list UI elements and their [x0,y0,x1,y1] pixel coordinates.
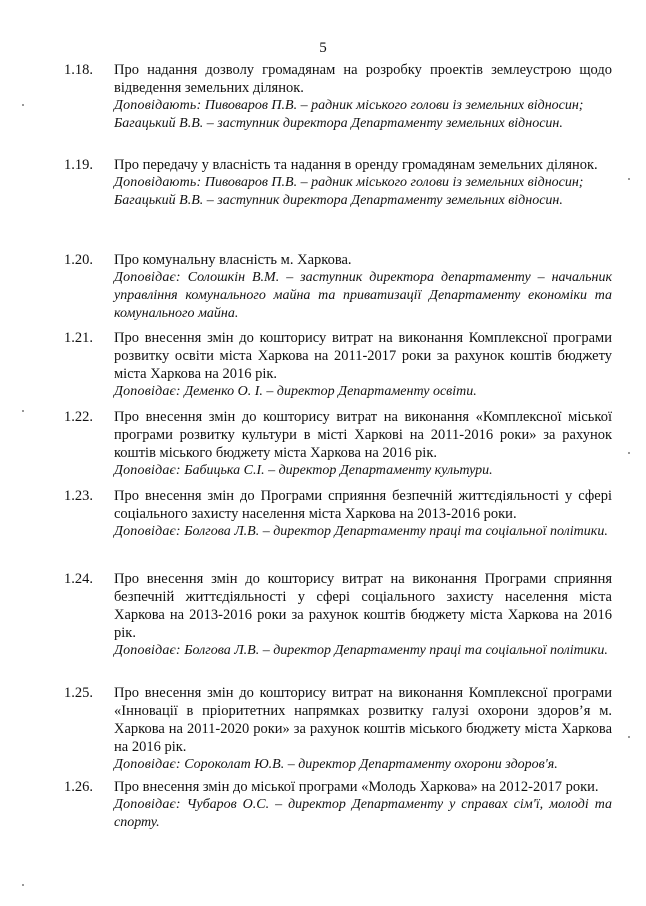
speaker-label: Доповідає: [114,797,181,812]
speaker-line [114,642,612,660]
speaker-text: Деменко О. І. – директор Департаменту освіти. [184,384,477,399]
speaker-line [114,796,612,832]
scan-speck [22,410,24,412]
item-number: 1.22. [64,409,93,425]
speaker-line [114,523,612,541]
speaker-text: Болгова Л.В. – директор Департаменту праці та соціальної політики. [184,643,608,658]
item-number: 1.25. [64,685,93,701]
item-title: Про внесення змін до кошторису витрат на виконання Програми сприяння безпечній життєдіяльності у сфері соціального захисту населення міста Харкова на 2013-2016 роки за рахунок коштів бюджету міста Харкова на 2016 рік. [114,571,612,641]
item-title: Про комунальну власність м. Харкова. [114,252,352,268]
speaker-text: Бабицька С.І. – директор Департаменту культури. [184,463,493,478]
speaker-text: Болгова Л.В. – директор Департаменту праці та соціальної політики. [184,524,608,539]
speaker-label: Доповідає: [114,463,181,478]
item-title: Про внесення змін до Програми сприяння безпечній життєдіяльності у сфері соціального захисту населення міста Харкова на 2013-2016 роки. [114,488,612,522]
speaker-text: Чубаров О.С. – директор Департаменту у справах сім'ї, молоді та спорту. [114,797,612,830]
item-number: 1.23. [64,488,93,504]
page-number: 5 [319,40,327,56]
item-number: 1.24. [64,571,93,587]
speaker-line [114,269,612,323]
speaker-line [114,97,612,115]
item-title: Про надання дозволу громадянам на розробку проектів землеустрою щодо відведення земельних ділянок. [114,62,612,96]
speaker-line [114,756,612,774]
speaker-label: Доповідає: [114,757,181,772]
speaker-label: Доповідають: [114,175,202,190]
item-number: 1.26. [64,779,93,795]
speaker-label: Доповідають: [114,98,202,113]
speaker-text: Сороколат Ю.В. – директор Департаменту охорони здоров'я. [184,757,558,772]
speaker-line [114,462,612,480]
speaker-label: Доповідає: [114,524,181,539]
scan-speck [22,104,24,106]
speaker-text: Пивоваров П.В. – радник міського голови із земельних відносин; [204,98,584,113]
item-title: Про передачу у власність та надання в оренду громадянам земельних ділянок. [114,157,598,173]
speaker-line: Багацький В.В. – заступник директора Департаменту земельних відносин. [114,116,563,131]
speaker-line [114,383,612,401]
item-title: Про внесення змін до кошторису витрат на виконання Комплексної програми розвитку освіти міста Харкова на 2011-2017 роки за рахунок коштів бюджету міста Харкова на 2016 рік. [114,330,612,382]
scan-speck [22,884,24,886]
speaker-line [114,174,612,192]
item-title: Про внесення змін до міської програми «Молодь Харкова» на 2012-2017 роки. [114,779,599,795]
scan-speck [628,178,630,180]
speaker-text: Пивоваров П.В. – радник міського голови із земельних відносин; [204,175,584,190]
scan-speck [628,452,630,454]
speaker-label: Доповідає: [114,270,181,285]
item-number: 1.18. [64,62,93,78]
item-number: 1.21. [64,330,93,346]
scan-speck [628,736,630,738]
item-title: Про внесення змін до кошторису витрат на виконання Комплексної програми «Інновації в пріоритетних напрямках розвитку галузі охорони здоров’я м. Харкова на 2011-2020 роки» за рахунок коштів міського бюджету міста Харкова на 2016 рік. [114,685,612,755]
item-title: Про внесення змін до кошторису витрат на виконання «Комплексної міської програми розвитку культури в місті Харкові на 2011-2016 роки» за рахунок коштів міського бюджету міста Харкова на 2016 рік. [114,409,612,461]
speaker-label: Доповідає: [114,643,181,658]
item-number: 1.20. [64,252,93,268]
speaker-label: Доповідає: [114,384,181,399]
speaker-line: Багацький В.В. – заступник директора Департаменту земельних відносин. [114,193,563,208]
item-number: 1.19. [64,157,93,173]
speaker-text: Солошкін В.М. – заступник директора департаменту – начальник управління комунального майна та приватизації Департаменту економіки та комунального майна. [114,270,613,321]
